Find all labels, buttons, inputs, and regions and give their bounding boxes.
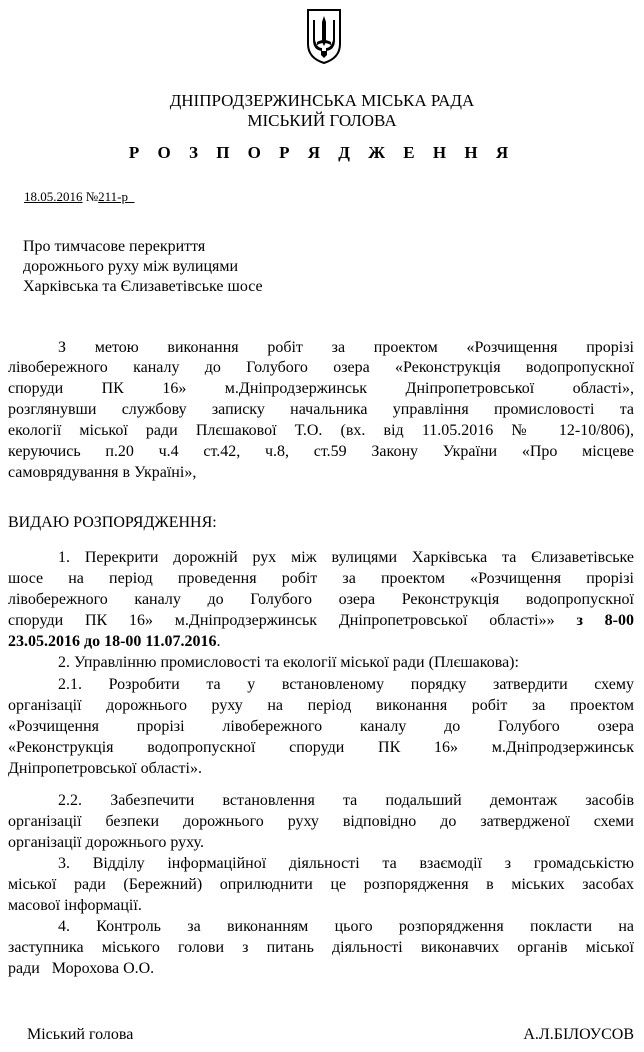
item-4-line: 4. Контроль за виконанням цього розпорядження покласти на bbox=[58, 918, 634, 935]
preamble-line: екології міської ради Плєшакової Т.О. (вх. від 11.05.2016 № 12-10/806), bbox=[8, 422, 634, 439]
item-2-2-line: 2.2. Забезпечити встановлення та подальший демонтаж засобів bbox=[58, 792, 634, 809]
item-3-line: міської ради (Бережний) оприлюднити це розпорядження в міських засобах bbox=[8, 876, 634, 893]
preamble-line: самоврядування в Україні», bbox=[8, 464, 197, 481]
subject-line: Харківська та Єлизаветівське шосе bbox=[23, 278, 263, 295]
signature-name: А.Л.БІЛОУСОВ bbox=[523, 1026, 634, 1043]
number-sign: № bbox=[85, 189, 99, 204]
preamble-line: лівобережного каналу до Голубого озера «Реконструкція водопропускної bbox=[8, 359, 634, 376]
item-4-line: заступника міського голови з питань діяльності виконавчих органів міської bbox=[8, 939, 634, 956]
preamble-line: керуючись п.20 ч.4 ст.42, ч.8, ст.59 Закону України «Про місцеве bbox=[8, 443, 634, 460]
item-1-period: 23.05.2016 до 18-00 11.07.2016 bbox=[8, 633, 217, 650]
item-2-2-line: організації дорожнього руху. bbox=[8, 834, 204, 851]
subject-line: дорожнього руху між вулицями bbox=[23, 258, 239, 275]
item-1-line bbox=[8, 611, 634, 631]
preamble-line: споруди ПК 16» м.Дніпродзержинськ Дніпропетровської області», bbox=[8, 380, 634, 397]
item-1-line: 23.05.2016 до 18-00 11.07.2016. bbox=[8, 633, 221, 650]
order-number: 211-р bbox=[98, 189, 129, 204]
document-type-title: Р О З П О Р Я Д Ж Е Н Н Я bbox=[128, 143, 516, 162]
item-1-period-start: з 8-00 bbox=[576, 612, 634, 629]
item-1-text: споруди ПК 16» м.Дніпродзержинськ Дніпропетровської області»» bbox=[8, 612, 555, 629]
item-1-line: 1. Перекрити дорожній рух між вулицями Харківська та Єлизаветівське bbox=[58, 549, 634, 566]
item-4-line: ради Морохова О.О. bbox=[8, 960, 155, 977]
item-2-1-line: «Реконструкція водопропускної споруди ПК 16» м.Дніпродзержинськ bbox=[8, 739, 634, 756]
item-1-line: лівобережного каналу до Голубого озера Реконструкція водопропускної bbox=[8, 591, 634, 608]
preamble-line: З метою виконання робіт за проектом «Розчищення прорізі bbox=[58, 339, 634, 356]
order-heading: ВИДАЮ РОЗПОРЯДЖЕННЯ: bbox=[8, 514, 217, 531]
order-subject bbox=[23, 237, 263, 297]
mayor-office-title: МІСЬКИЙ ГОЛОВА bbox=[247, 111, 397, 130]
item-2-1-line: Дніпропетровської області». bbox=[8, 760, 202, 777]
signature-position: Міський голова bbox=[27, 1026, 134, 1043]
item-2-1-line: організації дорожнього руху на період виконання робіт за проектом bbox=[8, 697, 634, 714]
item-2: 2. Управлінню промисловості та екології міської ради (Плєшакова): bbox=[58, 654, 519, 671]
preamble-line: розглянувши службову записку начальника управління промисловості та bbox=[8, 401, 634, 418]
date-number-line bbox=[24, 189, 135, 205]
item-1-line: шосе на період проведення робіт за проектом «Розчищення прорізі bbox=[8, 570, 634, 587]
item-2-2-line: організації безпеки дорожнього руху відповідно до затвердженої схеми bbox=[8, 813, 634, 830]
item-3-line: масової інформації. bbox=[8, 897, 142, 914]
item-2-1-line: 2.1. Розробити та у встановленому порядку затвердити схему bbox=[58, 676, 634, 693]
city-council-name: ДНІПРОДЗЕРЖИНСЬКА МІСЬКА РАДА bbox=[169, 91, 475, 110]
order-date: 18.05.2016 bbox=[24, 189, 83, 204]
item-2-1-line: «Розчищення прорізі лівобережного каналу до Голубого озера bbox=[8, 718, 634, 735]
item-3-line: 3. Відділу інформаційної діяльності та взаємодії з громадськістю bbox=[58, 855, 634, 872]
coat-of-arms-icon bbox=[305, 8, 343, 64]
subject-line: Про тимчасове перекриття bbox=[23, 238, 206, 255]
